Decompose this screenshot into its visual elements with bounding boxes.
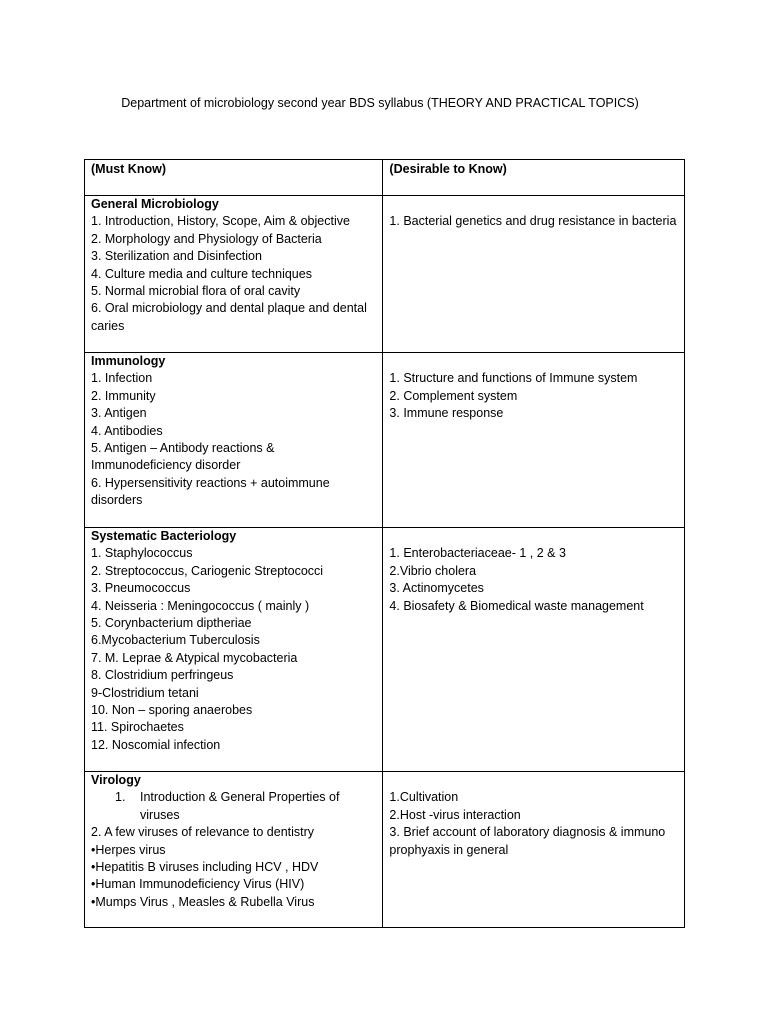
list-item: 2. Complement system bbox=[389, 388, 518, 403]
must-know-cell bbox=[85, 528, 383, 772]
list-item: 12. Noscomial infection bbox=[91, 737, 221, 752]
list-item: 3. Actinomycetes bbox=[389, 581, 484, 596]
list-item: •Mumps Virus , Measles & Rubella Virus bbox=[91, 894, 315, 909]
list-item: 3. Antigen bbox=[91, 406, 147, 421]
list-item: 6. Oral microbiology and dental plaque and dental caries bbox=[91, 301, 367, 333]
list-item: •Hepatitis B viruses including HCV , HDV bbox=[91, 860, 319, 875]
list-item: 1. Bacterial genetics and drug resistance in bacteria bbox=[389, 214, 677, 229]
list-item: 4. Antibodies bbox=[91, 423, 163, 438]
list-text: Introduction & General Properties of viruses bbox=[140, 790, 340, 822]
list-item: 1.Cultivation bbox=[389, 790, 459, 805]
list-item: 4. Culture media and culture techniques bbox=[91, 266, 312, 281]
list-item: 10. Non – sporing anaerobes bbox=[91, 703, 253, 718]
list-item: 5. Corynbacterium diptheriae bbox=[91, 616, 252, 631]
table-header-row bbox=[85, 160, 685, 196]
section-title: General Microbiology bbox=[91, 197, 219, 211]
list-item: 7. M. Leprae & Atypical mycobacteria bbox=[91, 650, 298, 665]
list-item: 1. Staphylococcus bbox=[91, 546, 193, 561]
list-item: 4. Neisseria : Meningococcus ( mainly ) bbox=[91, 598, 310, 613]
list-item: 4. Biosafety & Biomedical waste management bbox=[389, 598, 644, 613]
section-row-general-microbiology bbox=[85, 196, 685, 353]
list-item: 2. Streptococcus, Cariogenic Streptococci bbox=[91, 563, 324, 578]
must-know-header: (Must Know) bbox=[85, 160, 383, 196]
list-item: 2.Host -virus interaction bbox=[389, 807, 521, 822]
desirable-cell bbox=[383, 528, 685, 772]
list-item: 5. Normal microbial flora of oral cavity bbox=[91, 284, 301, 299]
list-item: 2. A few viruses of relevance to dentistry bbox=[91, 825, 315, 840]
section-row-virology bbox=[85, 772, 685, 928]
section-title: Systematic Bacteriology bbox=[91, 529, 237, 543]
list-item bbox=[91, 789, 376, 824]
must-know-cell bbox=[85, 772, 383, 928]
list-item: 11. Spirochaetes bbox=[91, 720, 184, 735]
list-item: 3. Immune response bbox=[389, 406, 504, 421]
syllabus-table bbox=[84, 159, 685, 928]
list-item: 3. Brief account of laboratory diagnosis & immuno prophyaxis in general bbox=[389, 825, 666, 857]
desirable-header: (Desirable to Know) bbox=[383, 160, 685, 196]
list-item: •Herpes virus bbox=[91, 842, 166, 857]
desirable-cell bbox=[383, 353, 685, 528]
list-item: 9-Clostridium tetani bbox=[91, 685, 199, 700]
list-item: 6. Hypersensitivity reactions + autoimmune disorders bbox=[91, 475, 330, 508]
list-item: 2.Vibrio cholera bbox=[389, 563, 477, 578]
list-number: 1. bbox=[115, 790, 126, 805]
list-item: •Human Immunodeficiency Virus (HIV) bbox=[91, 877, 305, 892]
list-item: 1. Enterobacteriaceae- 1 , 2 & 3 bbox=[389, 546, 566, 561]
list-item: 3. Pneumococcus bbox=[91, 581, 191, 596]
desirable-cell bbox=[383, 196, 685, 353]
list-item: 1. Structure and functions of Immune system bbox=[389, 371, 638, 386]
section-row-systematic-bacteriology bbox=[85, 528, 685, 772]
must-know-cell bbox=[85, 353, 383, 528]
list-item: 8. Clostridium perfringeus bbox=[91, 668, 234, 683]
section-title: Immunology bbox=[91, 354, 166, 368]
list-item: 2. Morphology and Physiology of Bacteria bbox=[91, 231, 322, 246]
section-title: Virology bbox=[91, 773, 141, 787]
must-know-cell bbox=[85, 196, 383, 353]
list-item: 3. Sterilization and Disinfection bbox=[91, 249, 262, 264]
list-item: 2. Immunity bbox=[91, 388, 156, 403]
section-row-immunology bbox=[85, 353, 685, 528]
list-item: 5. Antigen – Antibody reactions & Immunodeficiency disorder bbox=[91, 441, 275, 473]
list-item: 6.Mycobacterium Tuberculosis bbox=[91, 633, 260, 648]
list-item: 1. Infection bbox=[91, 371, 153, 386]
document-title: Department of microbiology second year BDS syllabus (THEORY AND PRACTICAL TOPICS) bbox=[121, 96, 639, 110]
desirable-cell bbox=[383, 772, 685, 928]
list-item: 1. Introduction, History, Scope, Aim & objective bbox=[91, 214, 350, 229]
